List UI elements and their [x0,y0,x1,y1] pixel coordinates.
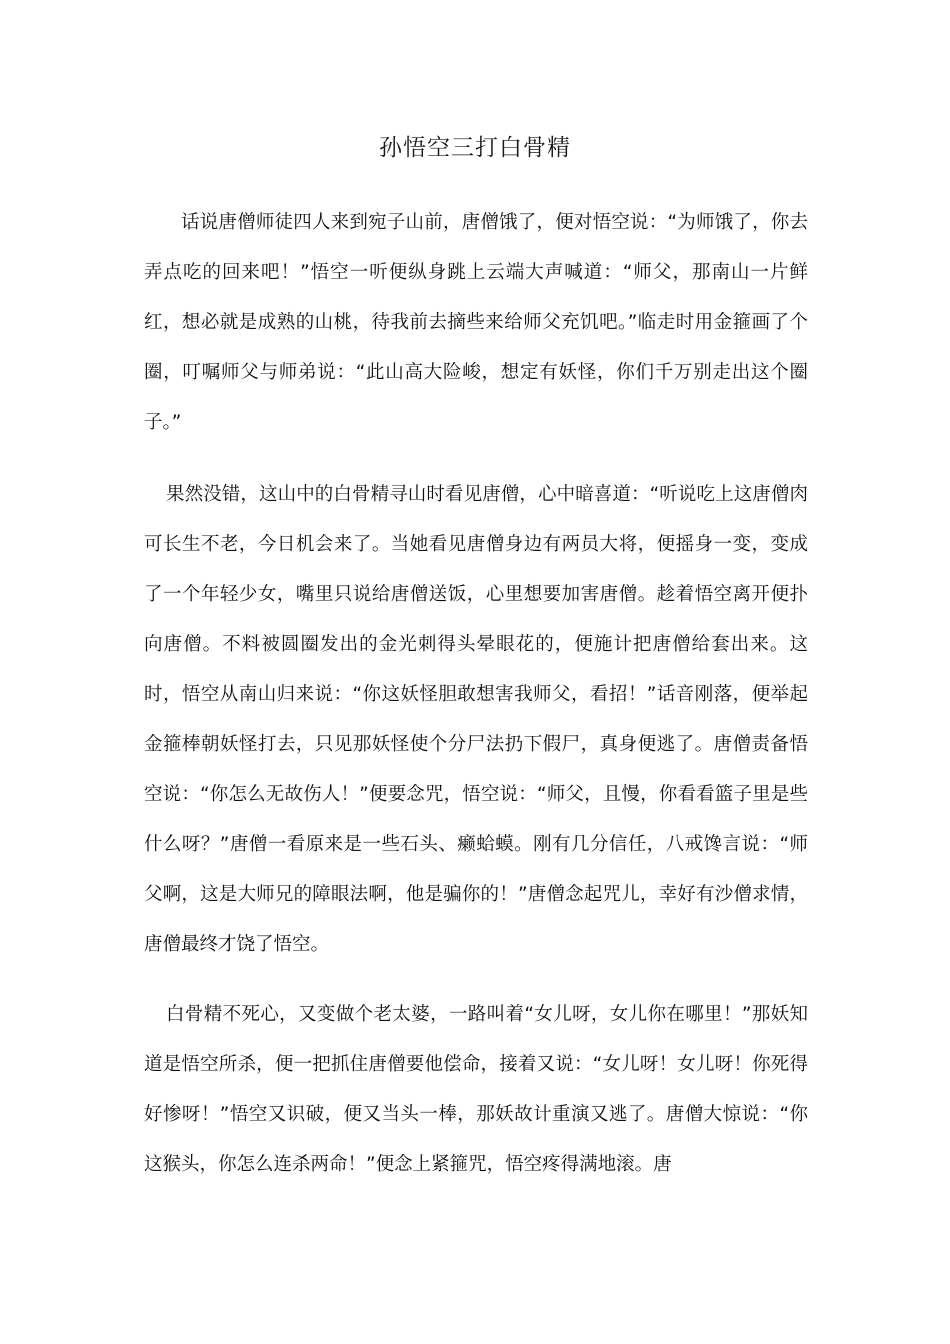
paragraph-1: 话说唐僧师徒四人来到宛子山前，唐僧饿了，便对悟空说：“为师饿了，你去弄点吃的回来吧！”悟空一听便纵身跳上云端大声喊道：“师父，那南山一片鲜红，想必就是成熟的山桃，待我前去摘些来给师父充饥吧。”临走时用金箍画了个圈，叮嘱师父与师弟说：“此山高大险峻，想定有妖怪，你们千万别走出这个圈子。” [144,212,808,433]
document-title: 孙悟空三打白骨精 [379,135,571,161]
paragraph-2: 果然没错，这山中的白骨精寻山时看见唐僧，心中暗喜道：“听说吃上这唐僧肉可长生不老，今日机会来了。当她看见唐僧身边有两员大将，便摇身一变，变成了一个年轻少女，嘴里只说给唐僧送饭，心里想要加害唐僧。趁着悟空离开便扑向唐僧。不料被圆圈发出的金光刺得头晕眼花的，便施计把唐僧给套出来。这时，悟空从南山归来说：“你这妖怪胆敢想害我师父，看招！”话音刚落，便举起金箍棒朝妖怪打去，只见那妖怪使个分尸法扔下假尸，真身便逃了。唐僧责备悟空说：“你怎么无故伤人！”便要念咒，悟空说：“师父，且慢，你看看篮子里是些什么呀？”唐僧一看原来是一些石头、癞蛤蟆。刚有几分信任，八戒馋言说：“师父啊，这是大师兄的障眼法啊，他是骗你的！”唐僧念起咒儿，幸好有沙僧求情，唐僧最终才饶了悟空。 [144,484,808,955]
paragraph-3: 白骨精不死心，又变做个老太婆，一路叫着“女儿呀，女儿你在哪里！”那妖知道是悟空所杀，便一把抓住唐僧要他偿命，接着又说：“女儿呀！女儿呀！你死得好惨呀！”悟空又识破，便又当头一棒，那妖故计重演又逃了。唐僧大惊说：“你这猴头，你怎么连杀两命！”便念上紧箍咒，悟空疼得满地滚。唐 [144,1004,808,1175]
